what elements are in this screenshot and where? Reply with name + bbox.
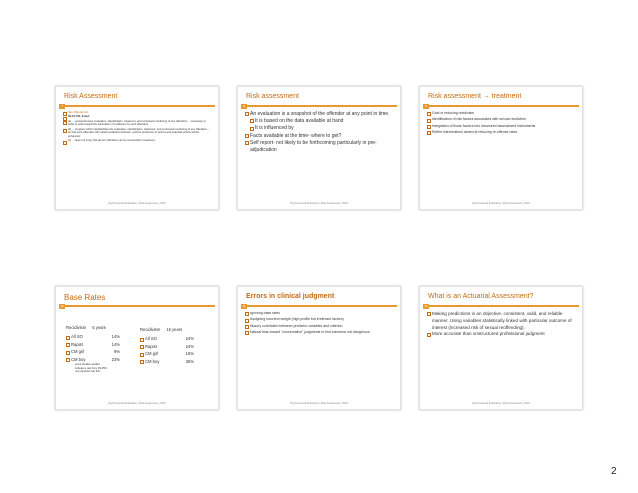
sub-bullet: It is influenced by bbox=[245, 125, 394, 132]
slide-title: Risk Assessment bbox=[64, 93, 118, 100]
slide-body bbox=[63, 111, 212, 144]
bullet: Integration of those factors into structured assessment instruments bbox=[427, 124, 576, 129]
slide-number: 12 bbox=[424, 303, 428, 308]
slide-number: 7 bbox=[59, 104, 65, 109]
slide-risk-to-treatment bbox=[419, 86, 583, 210]
page-number: 2 bbox=[611, 466, 617, 477]
col-header: Recidivism bbox=[66, 325, 87, 330]
bullet: (b) ... program which standardizes the evaluation, identification, treatment, and continued monitoring of sex offenders ... so that such offenders will curtail recidivistic behavior, and the protection of victims and potential victims will be enhanced. bbox=[63, 128, 212, 139]
bullet: Making predictions in an objective, consistent, valid, and reliable manner. Using variables statistically linked with particular outcome of interest (increased risk of sexual reoffending). bbox=[427, 311, 576, 331]
bullet: Self report- not likely to be forthcoming particularly in pre-adjudication bbox=[245, 140, 394, 154]
sub-bullet: It is based on the data available at hand bbox=[245, 118, 394, 125]
slide-base-rates bbox=[55, 286, 219, 410]
slide-number: 11 bbox=[242, 303, 246, 308]
slide-risk-assessment-2 bbox=[237, 86, 401, 210]
slide-footer: Psychosexual Evaluation | Risk Assessment_2016 bbox=[290, 202, 348, 205]
slide-number: 9 bbox=[423, 104, 429, 109]
slide-footer: Psychosexual Evaluation | Risk Assessment_2016 bbox=[472, 402, 530, 405]
slide-body bbox=[245, 311, 394, 337]
col-header: 15 years bbox=[166, 327, 183, 332]
slide-number: 8 bbox=[241, 104, 247, 109]
bullet: Illusory correlation between predictor variables and criterion bbox=[245, 324, 394, 329]
bullet: Refine interventions aimed at reducing re-offense rates bbox=[427, 130, 576, 135]
stat-row: Rapist 24% bbox=[140, 343, 194, 351]
slide-errors-clinical-judgment bbox=[237, 286, 401, 410]
slide-footer: Psychosexual Evaluation | Risk Assessment_2016 bbox=[472, 202, 530, 205]
stats-left bbox=[66, 325, 120, 374]
bullet: Assigning incorrect weight (high profile but irrelevant factors) bbox=[245, 317, 394, 322]
slide-title: Errors in clinical judgment bbox=[246, 293, 335, 300]
title-divider bbox=[423, 305, 579, 307]
title-divider bbox=[59, 105, 215, 107]
title-divider bbox=[59, 305, 215, 307]
stat-row: All SO 24% bbox=[140, 335, 194, 343]
slide-body bbox=[427, 111, 576, 137]
title-divider bbox=[423, 105, 579, 107]
slide-title: What is an Actuarial Assessment? bbox=[428, 293, 534, 300]
col-header: 5 years bbox=[92, 325, 106, 330]
stat-row: CM boy 23% bbox=[66, 356, 120, 364]
slide-number: 10 bbox=[60, 303, 64, 308]
slide-body bbox=[427, 311, 576, 338]
bullet: Natural bias toward "conservative" judgments to find someone not dangerous bbox=[245, 330, 394, 335]
slide-risk-assessment bbox=[55, 86, 219, 210]
col-header: Recidivism bbox=[140, 327, 161, 332]
slide-title: Risk assessment bbox=[246, 93, 299, 100]
bullet: 39-13-702, listed: bbox=[63, 115, 212, 119]
bullet: Goal of reducing recidivism bbox=[427, 111, 576, 116]
title-divider bbox=[241, 305, 397, 307]
stats-right bbox=[140, 327, 194, 365]
bullet: (a) ... comprehensive evaluation, identification, treatment, and continued monitoring of sex offenders ... necessary in order to work toward the elimination of recidivism by such offenders bbox=[63, 120, 212, 127]
stat-row: CM girl 9% bbox=[66, 348, 120, 356]
slide-footer: Psychosexual Evaluation | Risk Assessment_2016 bbox=[108, 202, 166, 205]
title-divider bbox=[241, 105, 397, 107]
slide-title: Base Rates bbox=[64, 293, 106, 302]
footnote: some families studies indicate a rate from 39-45% non-reported rate first. bbox=[75, 363, 107, 374]
stat-row: CM boy 35% bbox=[140, 358, 194, 366]
bullet: Sex Offender Act bbox=[63, 111, 212, 115]
stat-row: CM girl 16% bbox=[140, 350, 194, 358]
slide-title: Risk assessment → treatment bbox=[428, 93, 522, 100]
bullet: Ignoring base rates bbox=[245, 311, 394, 316]
slide-footer: Psychosexual Evaluation | Risk Assessment_2016 bbox=[290, 402, 348, 405]
stat-row: Rapist 14% bbox=[66, 341, 120, 349]
slide-actuarial-assessment bbox=[419, 286, 583, 410]
bullet: Identification of risk factors associated with sexual recidivism bbox=[427, 117, 576, 122]
slide-footer: Psychosexual Evaluation | Risk Assessment_2016 bbox=[108, 402, 166, 405]
stat-row: All SO 14% bbox=[66, 333, 120, 341]
slide-body bbox=[245, 111, 394, 154]
bullet: An evaluation is a snapshot of the offender at any point in time. bbox=[245, 111, 394, 118]
bullet: More accurate than unstructured professional judgment bbox=[427, 331, 576, 338]
bullet: Facts available at the time- where to get? bbox=[245, 133, 394, 140]
bullet: (c) ... does not imply that all sex offenders can be successful in treatment. bbox=[63, 139, 212, 143]
